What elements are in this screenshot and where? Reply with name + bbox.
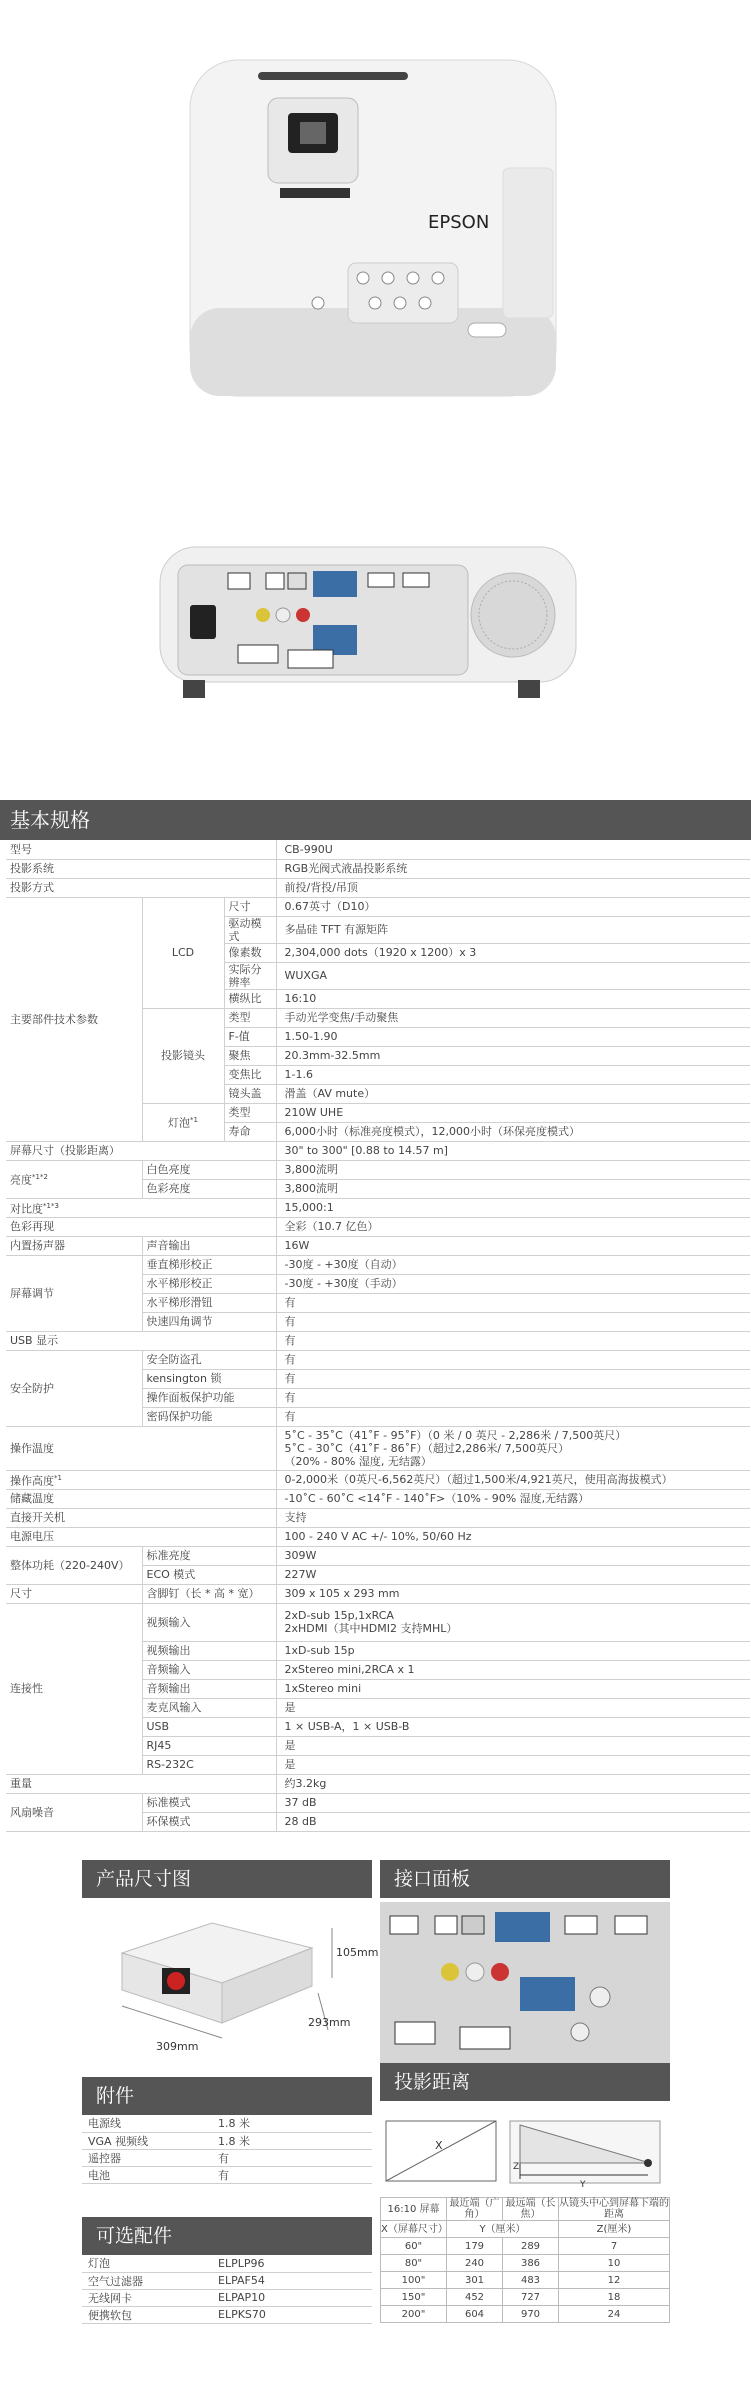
table-row — [381, 2238, 670, 2255]
table-row — [6, 1470, 750, 1489]
spec-value: 1.50-1.90 — [276, 1027, 750, 1046]
spec-key: 色彩亮度 — [142, 1179, 276, 1198]
col-header: 最远端（长焦） — [503, 2198, 559, 2221]
svg-text:Z: Z — [513, 2162, 520, 2172]
cell: 80" — [381, 2255, 447, 2272]
spec-value: 有 — [276, 1388, 750, 1407]
spec-value: 100 - 240 V AC +/- 10%, 50/60 Hz — [276, 1527, 750, 1546]
table-row — [6, 1489, 750, 1508]
table-row — [6, 1793, 750, 1812]
distance-panel — [380, 2063, 670, 2323]
brightness-label: 亮度 — [10, 1173, 32, 1187]
cell: 970 — [503, 2306, 559, 2323]
cell: 240 — [447, 2255, 503, 2272]
distance-diagram — [380, 2111, 670, 2193]
spec-value: 前投/背投/吊顶 — [276, 878, 750, 897]
spec-value: 有 — [276, 1312, 750, 1331]
table-row — [6, 1160, 750, 1179]
spec-key: RJ45 — [142, 1736, 276, 1755]
spec-value: 1-1.6 — [276, 1065, 750, 1084]
cell: 386 — [503, 2255, 559, 2272]
spec-value: 2xStereo mini,2RCA x 1 — [276, 1660, 750, 1679]
spec-label: 储藏温度 — [6, 1489, 276, 1508]
spec-label: USB 显示 — [6, 1331, 276, 1350]
spec-value: 16:10 — [276, 989, 750, 1008]
spec-key: 实际分辨率 — [224, 962, 276, 989]
projector-back-image — [158, 545, 578, 700]
spec-key: 水平梯形校正 — [142, 1274, 276, 1293]
spec-value: 16W — [276, 1236, 750, 1255]
col-header: 从镜头中心到屏幕下端的距离 — [559, 2198, 669, 2220]
spec-label: 直接开关机 — [6, 1508, 276, 1527]
spec-key: 驱动模式 — [224, 916, 276, 943]
table-row — [6, 897, 750, 916]
optional-table — [82, 2255, 372, 2324]
spec-value: 3,800流明 — [276, 1179, 750, 1198]
opt-value: ELPKS70 — [212, 2306, 372, 2323]
interface-title: 接口面板 — [380, 1860, 670, 1898]
cell: 452 — [447, 2289, 503, 2306]
spec-value: 是 — [276, 1698, 750, 1717]
spec-value: 有 — [276, 1369, 750, 1388]
list-item — [82, 2149, 372, 2166]
video-in-line: 2xHDMI（其中HDMI2 支持MHL） — [284, 1622, 458, 1635]
table-row — [381, 2306, 670, 2323]
spec-label: 安全防护 — [6, 1350, 142, 1426]
spec-key: 尺寸 — [224, 897, 276, 916]
table-header — [381, 2221, 670, 2238]
spec-key: USB — [142, 1717, 276, 1736]
col-subheader: X（屏幕尺寸） — [381, 2221, 447, 2238]
spec-key: F-值 — [224, 1027, 276, 1046]
spec-label: 主要部件技术参数 — [6, 897, 142, 1141]
spec-label: 操作温度 — [6, 1426, 276, 1470]
cell: 179 — [447, 2238, 503, 2255]
spec-value: -30度 - +30度（自动） — [276, 1255, 750, 1274]
spec-key: 垂直梯形校正 — [142, 1255, 276, 1274]
dim-height: 105mm — [336, 1946, 379, 1959]
spec-value: 309W — [276, 1546, 750, 1565]
spec-value: 有 — [276, 1407, 750, 1426]
cell: 100" — [381, 2272, 447, 2289]
spec-key: 声音输出 — [142, 1236, 276, 1255]
table-header — [381, 2198, 670, 2221]
opt-value: ELPAP10 — [212, 2289, 372, 2306]
contrast-label: 对比度 — [10, 1202, 43, 1216]
table-row — [6, 1546, 750, 1565]
list-item — [82, 2166, 372, 2183]
spec-label: 内置扬声器 — [6, 1236, 142, 1255]
spec-label: 尺寸 — [6, 1584, 142, 1603]
spec-label: 色彩再现 — [6, 1217, 276, 1236]
spec-value: -30度 - +30度（手动） — [276, 1274, 750, 1293]
spec-value: 1 × USB-A，1 × USB-B — [276, 1717, 750, 1736]
table-row — [6, 1141, 750, 1160]
spec-value: 0.67英寸（D10） — [276, 897, 750, 916]
spec-value: 210W UHE — [276, 1103, 750, 1122]
spec-label: 投影方式 — [6, 878, 276, 897]
cell: 727 — [503, 2289, 559, 2306]
spec-value: 是 — [276, 1736, 750, 1755]
spec-key: 视频输入 — [142, 1603, 276, 1641]
table-row — [6, 1426, 750, 1470]
spec-key: 快速四角调节 — [142, 1312, 276, 1331]
acc-value: 1.8 米 — [212, 2132, 372, 2149]
spec-key: 寿命 — [224, 1122, 276, 1141]
col-header: 16:10 屏幕 — [381, 2198, 447, 2221]
table-row — [6, 1527, 750, 1546]
spec-key: 操作面板保护功能 — [142, 1388, 276, 1407]
cell: 301 — [447, 2272, 503, 2289]
spec-label: 电源电压 — [6, 1527, 276, 1546]
spec-key: ECO 模式 — [142, 1565, 276, 1584]
svg-text:Y: Y — [580, 2180, 586, 2190]
opt-name: 无线网卡 — [82, 2289, 212, 2306]
distance-title: 投影距离 — [380, 2063, 670, 2101]
interface-panel-image — [380, 1902, 670, 2067]
spec-sublabel — [142, 1103, 224, 1141]
spec-label: 屏幕调节 — [6, 1255, 142, 1331]
spec-value: 0-2,000米（0英尺-6,562英尺）（超过1,500米/4,921英尺，使用高海拔模式） — [276, 1470, 750, 1489]
list-item — [82, 2289, 372, 2306]
spec-sublabel: LCD — [142, 897, 224, 1008]
projector-dimension-image — [82, 1898, 372, 2058]
table-row — [6, 1236, 750, 1255]
acc-name: 电池 — [82, 2166, 212, 2183]
spec-value: 28 dB — [276, 1812, 750, 1831]
cell: 60" — [381, 2238, 447, 2255]
spec-value: 3,800流明 — [276, 1160, 750, 1179]
opt-value: ELPAF54 — [212, 2272, 372, 2289]
spec-label — [6, 1160, 142, 1198]
video-in-line: 2xD-sub 15p,1xRCA — [284, 1609, 394, 1622]
table-row — [381, 2255, 670, 2272]
table-row — [6, 1508, 750, 1527]
dimensions-title: 产品尺寸图 — [82, 1860, 372, 1898]
footnote-mark: *1*3 — [43, 1201, 59, 1210]
acc-value: 有 — [212, 2149, 372, 2166]
spec-value: 滑盖（AV mute） — [276, 1084, 750, 1103]
table-row — [6, 1217, 750, 1236]
cell: 200" — [381, 2306, 447, 2323]
cell: 7 — [559, 2238, 670, 2255]
spec-value: 有 — [276, 1350, 750, 1369]
table-row — [6, 1331, 750, 1350]
spec-value: 1xD-sub 15p — [276, 1641, 750, 1660]
optemp-line: （20% - 80% 湿度, 无结露） — [284, 1454, 432, 1468]
cell: 18 — [559, 2289, 670, 2306]
table-row — [381, 2272, 670, 2289]
list-item — [82, 2132, 372, 2149]
spec-label — [6, 1470, 276, 1489]
spec-value — [276, 1426, 750, 1470]
cell: 24 — [559, 2306, 670, 2323]
spec-label: 重量 — [6, 1774, 276, 1793]
spec-key: kensington 锁 — [142, 1369, 276, 1388]
cell: 10 — [559, 2255, 670, 2272]
spec-key: 白色亮度 — [142, 1160, 276, 1179]
table-row — [381, 2289, 670, 2306]
spec-key: 水平梯形滑钮 — [142, 1293, 276, 1312]
spec-key: 像素数 — [224, 943, 276, 962]
list-item — [82, 2272, 372, 2289]
spec-value: 30" to 300" [0.88 to 14.57 m] — [276, 1141, 750, 1160]
spec-key: 类型 — [224, 1008, 276, 1027]
spec-key: 含脚钉（长 * 高 * 宽） — [142, 1584, 276, 1603]
footnote-mark: *1 — [54, 1473, 62, 1482]
table-row — [6, 1603, 750, 1641]
dimensions-panel — [82, 1860, 379, 2058]
spec-key: 环保模式 — [142, 1812, 276, 1831]
list-item — [82, 2255, 372, 2272]
spec-value: -10˚C - 60˚C <14˚F - 140˚F>（10% - 90% 湿度,无结露） — [276, 1489, 750, 1508]
spec-label: 整体功耗（220-240V） — [6, 1546, 142, 1584]
spec-header: 基本规格 — [0, 800, 751, 840]
spec-value: 6,000小时（标准亮度模式），12,000小时（环保亮度模式） — [276, 1122, 750, 1141]
acc-value: 1.8 米 — [212, 2115, 372, 2132]
spec-value: 约3.2kg — [276, 1774, 750, 1793]
svg-text:X: X — [435, 2139, 443, 2152]
dim-width: 309mm — [156, 2040, 199, 2053]
spec-key: 横纵比 — [224, 989, 276, 1008]
spec-label: 风扇噪音 — [6, 1793, 142, 1831]
spec-key: 音频输出 — [142, 1679, 276, 1698]
spec-key: 镜头盖 — [224, 1084, 276, 1103]
spec-key: 麦克风输入 — [142, 1698, 276, 1717]
spec-value: 是 — [276, 1755, 750, 1774]
spec-value: 15,000:1 — [276, 1198, 750, 1217]
lamp-label: 灯泡 — [168, 1116, 191, 1130]
table-row — [6, 840, 750, 859]
accessories-table — [82, 2115, 372, 2184]
cell: 289 — [503, 2238, 559, 2255]
opt-name: 便携软包 — [82, 2306, 212, 2323]
cell: 604 — [447, 2306, 503, 2323]
spec-value: 309 x 105 x 293 mm — [276, 1584, 750, 1603]
col-header: 最近端（广角） — [447, 2198, 503, 2221]
table-row — [6, 1350, 750, 1369]
optional-title: 可选配件 — [82, 2217, 372, 2255]
spec-value: 支持 — [276, 1508, 750, 1527]
spec-value: WUXGA — [276, 962, 750, 989]
col-subheader: Y（厘米） — [447, 2221, 559, 2238]
spec-value: 有 — [276, 1293, 750, 1312]
table-row — [6, 1198, 750, 1217]
acc-name: VGA 视频线 — [82, 2132, 212, 2149]
table-row — [6, 878, 750, 897]
acc-value: 有 — [212, 2166, 372, 2183]
spec-sublabel: 投影镜头 — [142, 1008, 224, 1103]
table-row — [6, 1255, 750, 1274]
spec-value — [276, 1603, 750, 1641]
list-item — [82, 2115, 372, 2132]
dimensions-figure — [82, 1898, 379, 2058]
table-row — [6, 859, 750, 878]
table-row — [6, 1774, 750, 1793]
footnote-mark: *1 — [190, 1116, 198, 1125]
spec-key: 标准亮度 — [142, 1546, 276, 1565]
distance-table — [380, 2197, 670, 2323]
spec-key: 密码保护功能 — [142, 1407, 276, 1426]
table-row — [6, 1584, 750, 1603]
spec-value: CB-990U — [276, 840, 750, 859]
spec-key: 变焦比 — [224, 1065, 276, 1084]
spec-label: 连接性 — [6, 1603, 142, 1774]
opt-name: 灯泡 — [82, 2255, 212, 2272]
dim-depth: 293mm — [308, 2016, 351, 2029]
spec-label: 屏幕尺寸（投影距离） — [6, 1141, 276, 1160]
spec-key: 音频输入 — [142, 1660, 276, 1679]
spec-value: 37 dB — [276, 1793, 750, 1812]
spec-value: 20.3mm-32.5mm — [276, 1046, 750, 1065]
spec-label: 投影系统 — [6, 859, 276, 878]
cell: 483 — [503, 2272, 559, 2289]
footnote-mark: *1*2 — [32, 1173, 48, 1182]
opt-name: 空气过滤器 — [82, 2272, 212, 2289]
spec-key: 视频输出 — [142, 1641, 276, 1660]
projector-top-image — [188, 58, 558, 398]
list-item — [82, 2306, 372, 2323]
spec-value: 多晶硅 TFT 有源矩阵 — [276, 916, 750, 943]
spec-value: 有 — [276, 1331, 750, 1350]
optional-panel — [82, 2217, 372, 2324]
spec-label — [6, 1198, 276, 1217]
spec-label: 型号 — [6, 840, 276, 859]
optemp-line: 5˚C - 35˚C（41˚F - 95˚F）（0 米 / 0 英尺 - 2,286米 / 7,500英尺） — [284, 1428, 627, 1442]
spec-value: 手动光学变焦/手动聚焦 — [276, 1008, 750, 1027]
spec-value: 1xStereo mini — [276, 1679, 750, 1698]
col-subheader: Z(厘米) — [559, 2221, 670, 2238]
spec-key: RS-232C — [142, 1755, 276, 1774]
acc-name: 电源线 — [82, 2115, 212, 2132]
spec-key: 聚焦 — [224, 1046, 276, 1065]
acc-name: 遥控器 — [82, 2149, 212, 2166]
brand-logo: EPSON — [428, 212, 490, 233]
interface-panel — [380, 1860, 670, 2071]
spec-table — [6, 840, 750, 1832]
optemp-line: 5˚C - 30˚C（41˚F - 86˚F）（超过2,286米/ 7,500英尺） — [284, 1441, 570, 1455]
spec-key: 安全防盗孔 — [142, 1350, 276, 1369]
cell: 12 — [559, 2272, 670, 2289]
spec-value: 227W — [276, 1565, 750, 1584]
accessories-title: 附件 — [82, 2077, 372, 2115]
accessories-panel — [82, 2077, 372, 2184]
altitude-label: 操作高度 — [10, 1474, 54, 1488]
spec-value: 2,304,000 dots（1920 x 1200）x 3 — [276, 943, 750, 962]
opt-value: ELPLP96 — [212, 2255, 372, 2272]
spec-value: 全彩（10.7 亿色） — [276, 1217, 750, 1236]
spec-key: 标准模式 — [142, 1793, 276, 1812]
spec-key: 类型 — [224, 1103, 276, 1122]
spec-value: RGB光阀式液晶投影系统 — [276, 859, 750, 878]
cell: 150" — [381, 2289, 447, 2306]
